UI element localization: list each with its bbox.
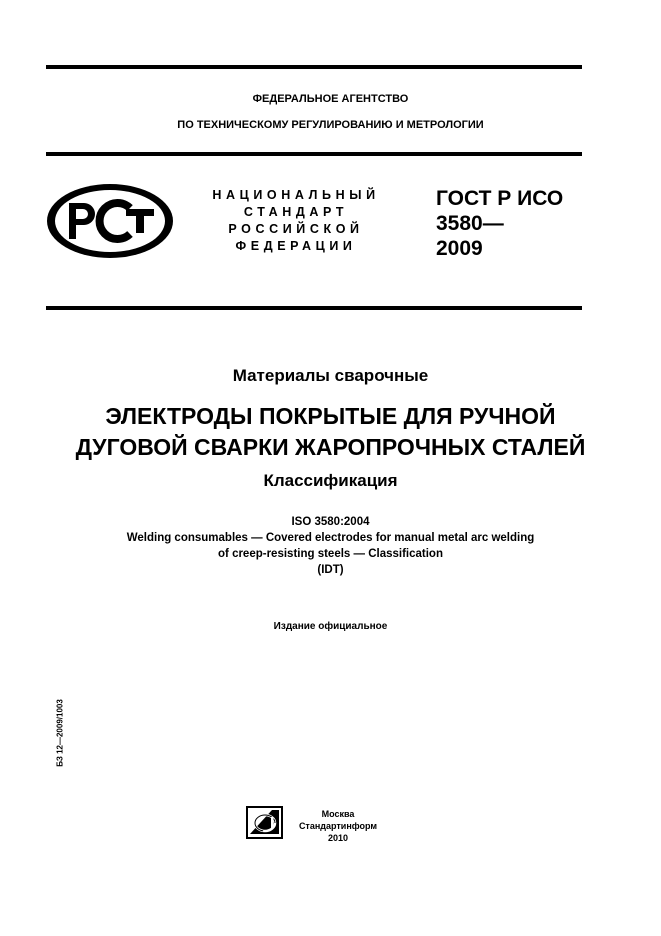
national-standard-line-3: РОССИЙСКОЙ bbox=[228, 222, 364, 236]
publisher-city: Москва bbox=[321, 809, 355, 819]
standartinform-logo-icon bbox=[246, 806, 283, 839]
national-standard-line-4: ФЕДЕРАЦИИ bbox=[235, 239, 357, 253]
edition-label: Издание официальное bbox=[273, 621, 388, 632]
english-title-line-2: of creep-resisting steels — Classification bbox=[218, 548, 443, 560]
agency-line-1: ФЕДЕРАЛЬНОЕ АГЕНТСТВО bbox=[252, 93, 409, 105]
idt-label: (IDT) bbox=[317, 564, 344, 576]
designation-line-3: 2009 bbox=[436, 237, 483, 260]
national-standard-line-2: СТАНДАРТ bbox=[243, 205, 349, 219]
agency-line-2: ПО ТЕХНИЧЕСКОМУ РЕГУЛИРОВАНИЮ И МЕТРОЛОГИИ bbox=[177, 119, 484, 131]
publisher-year: 2010 bbox=[327, 833, 349, 843]
national-standard-label bbox=[196, 187, 396, 255]
publisher-name: Стандартинформ bbox=[298, 821, 378, 831]
iso-code: ISO 3580:2004 bbox=[291, 516, 370, 528]
national-standard-line-1: НАЦИОНАЛЬНЫЙ bbox=[212, 188, 380, 202]
rst-mark-icon bbox=[46, 183, 174, 259]
document-subtitle: Материалы сварочные bbox=[232, 366, 429, 385]
title-rule bbox=[46, 306, 582, 310]
top-rule bbox=[46, 65, 582, 69]
publisher-info bbox=[294, 808, 382, 844]
document-classification: Классификация bbox=[263, 471, 398, 490]
standard-designation bbox=[436, 186, 563, 261]
header-rule bbox=[46, 152, 582, 156]
document-title-line-2: ДУГОВОЙ СВАРКИ ЖАРОПРОЧНЫХ СТАЛЕЙ bbox=[75, 434, 586, 460]
designation-line-2: 3580— bbox=[436, 212, 504, 235]
document-title-line-1: ЭЛЕКТРОДЫ ПОКРЫТЫЕ ДЛЯ РУЧНОЙ bbox=[105, 403, 556, 429]
english-title-line-1: Welding consumables — Covered electrodes for manual metal arc welding bbox=[126, 532, 535, 544]
designation-line-1: ГОСТ Р ИСО bbox=[436, 187, 564, 210]
side-code: БЗ 12—2009/1003 bbox=[55, 699, 65, 767]
